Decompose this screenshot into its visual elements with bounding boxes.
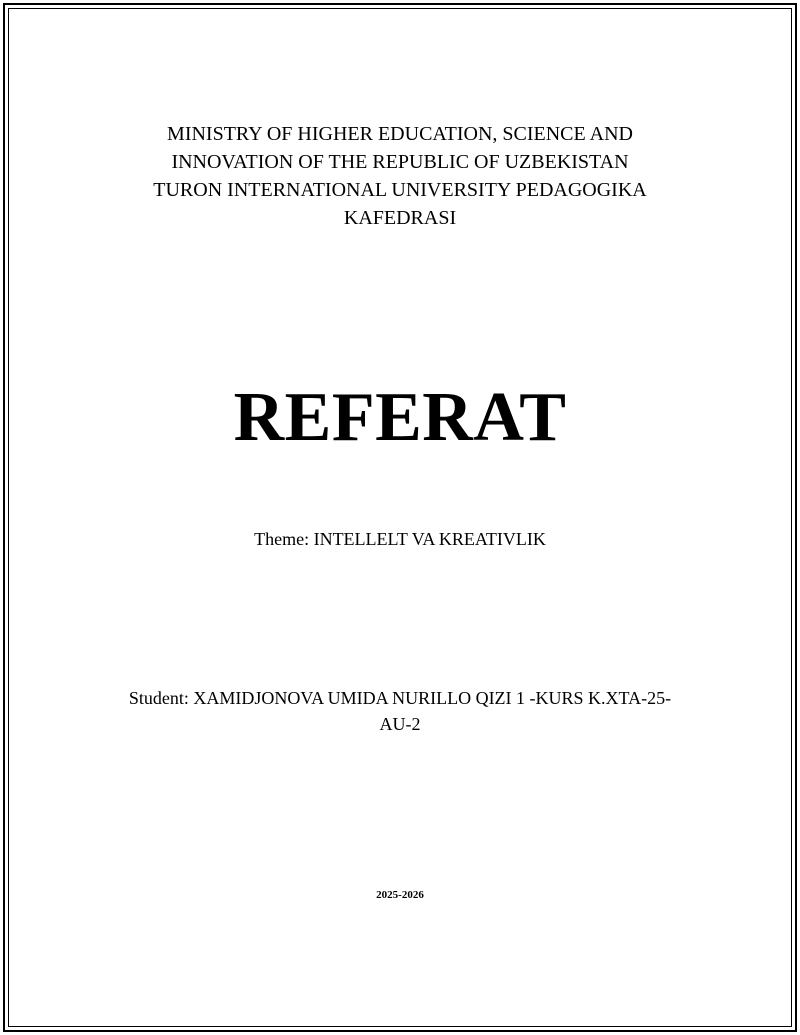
academic-year: 2025-2026 [376, 889, 424, 901]
student-line-1: Student: XAMIDJONOVA UMIDA NURILLO QIZI 1 -KURS K.XTA-25- [128, 688, 672, 708]
header-line-3: TURON INTERNATIONAL UNIVERSITY PEDAGOGIKA [153, 179, 647, 201]
document-title: REFERAT [233, 379, 567, 456]
institution-header [0, 120, 800, 232]
header-line-2: INNOVATION OF THE REPUBLIC OF UZBEKISTAN [171, 151, 629, 173]
theme-line: Theme: INTELLELT VA KREATIVLIK [254, 529, 546, 549]
student-line-2: AU-2 [379, 714, 421, 734]
header-line-1: MINISTRY OF HIGHER EDUCATION, SCIENCE AND [167, 123, 633, 145]
header-line-4: KAFEDRASI [343, 207, 457, 229]
student-info [0, 685, 800, 737]
